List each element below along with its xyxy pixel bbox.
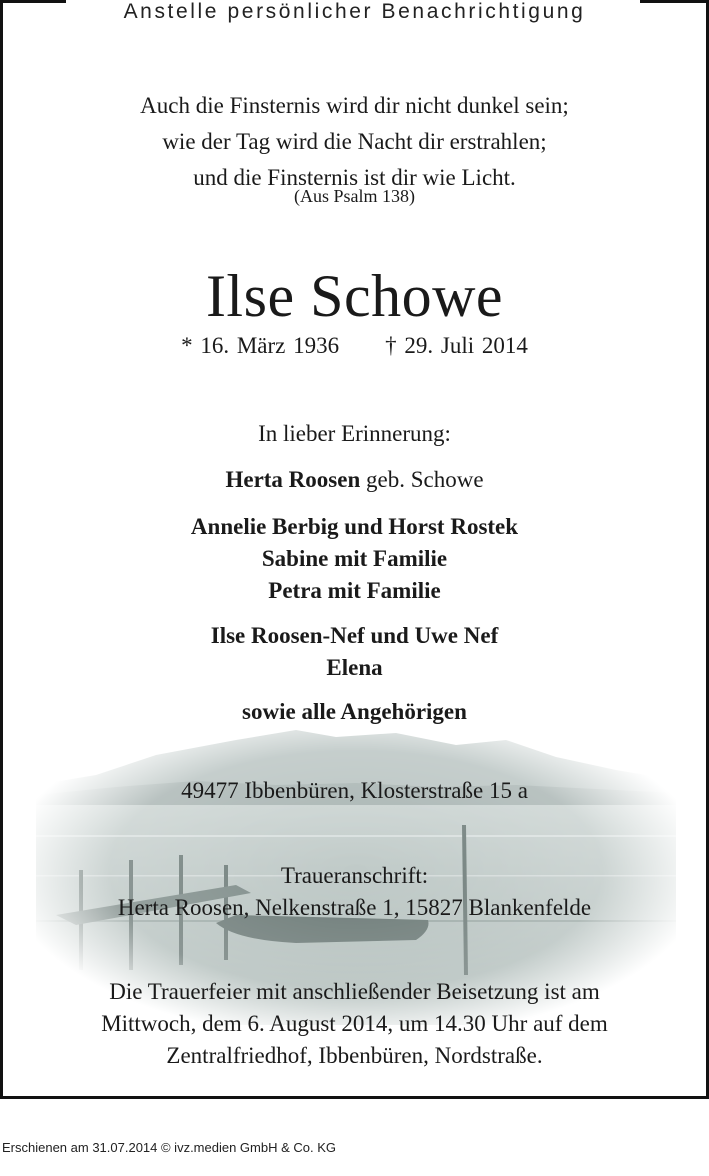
deceased-name: Ilse Schowe	[205, 263, 504, 329]
verse-line: Auch die Finsternis wird dir nicht dunkel sein;	[140, 93, 569, 118]
psalm-verse	[0, 88, 709, 196]
memory-heading: In lieber Erinnerung:	[258, 421, 451, 446]
notice-header: Anstelle persönlicher Benachrichtigung	[123, 0, 586, 23]
family-first-maiden: geb. Schowe	[360, 467, 484, 492]
home-address: 49477 Ibbenbüren, Klosterstraße 15 a	[181, 778, 528, 803]
ceremony-line: Zentralfriedhof, Ibbenbüren, Nordstraße.	[166, 1043, 543, 1068]
family-first	[0, 467, 709, 493]
life-dates	[0, 333, 709, 359]
ceremony-line: Mittwoch, dem 6. August 2014, um 14.30 Uhr auf dem	[101, 1011, 608, 1036]
ceremony-line: Die Trauerfeier mit anschließender Beisetzung ist am	[109, 979, 600, 1004]
verse-source: (Aus Psalm 138)	[294, 186, 415, 206]
family-group-3	[0, 620, 709, 684]
condolence-address	[0, 860, 709, 924]
verse-line: wie der Tag wird die Nacht dir erstrahlen;	[162, 129, 547, 154]
family-first-name: Herta Roosen	[225, 467, 361, 492]
family-line: Annelie Berbig und Horst Rostek	[190, 514, 519, 539]
condolence-label: Traueranschrift:	[280, 863, 429, 888]
condolence-address-line: Herta Roosen, Nelkenstraße 1, 15827 Blankenfelde	[117, 895, 592, 920]
family-closing: sowie alle Angehörigen	[242, 699, 467, 724]
verse-line: und die Finsternis ist dir wie Licht.	[193, 165, 516, 190]
birth-date: * 16. März 1936	[181, 333, 340, 358]
family-line: Elena	[326, 655, 383, 680]
publication-footer: Erschienen am 31.07.2014 © ivz.medien GmbH & Co. KG	[2, 1140, 337, 1155]
ceremony-info	[0, 976, 709, 1072]
family-group-2	[0, 511, 709, 607]
family-line: Ilse Roosen-Nef und Uwe Nef	[210, 623, 499, 648]
death-date: † 29. Juli 2014	[385, 333, 528, 358]
family-line: Sabine mit Familie	[261, 546, 448, 571]
family-line: Petra mit Familie	[268, 578, 441, 603]
